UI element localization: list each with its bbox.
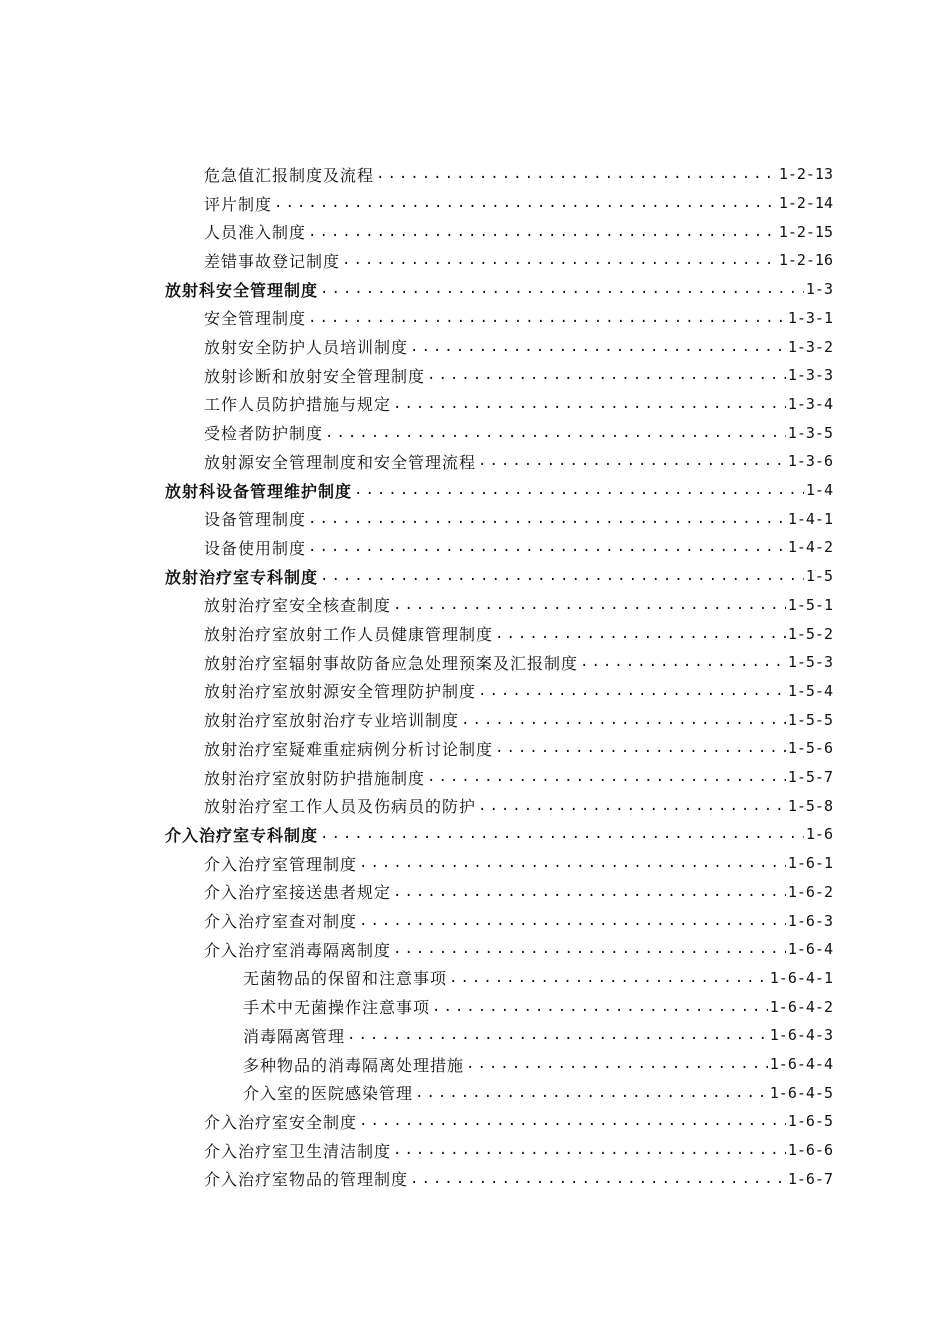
toc-entry-title: 消毒隔离管理 bbox=[243, 1026, 346, 1046]
toc-page-number: 1-6-5 bbox=[787, 1112, 833, 1131]
toc-entry bbox=[204, 217, 833, 246]
toc-section-entry bbox=[165, 476, 833, 505]
toc-entry-title: 放射治疗室专科制度 bbox=[165, 567, 319, 587]
toc-section-entry bbox=[165, 275, 833, 304]
toc-entry bbox=[204, 1136, 833, 1165]
toc-page-number: 1-5-8 bbox=[787, 796, 833, 815]
toc-page-number: 1-4-1 bbox=[787, 509, 833, 528]
toc-page-number: 1-6-3 bbox=[787, 911, 833, 930]
toc-entry bbox=[204, 304, 833, 333]
toc-entry bbox=[204, 906, 833, 935]
toc-page-number: 1-2-15 bbox=[778, 222, 833, 241]
toc-entry-title: 多种物品的消毒隔离处理措施 bbox=[243, 1055, 465, 1075]
toc-entry bbox=[204, 648, 833, 677]
toc-dot-leader bbox=[320, 282, 804, 296]
toc-entry bbox=[204, 332, 833, 361]
toc-entry bbox=[204, 504, 833, 533]
toc-dot-leader bbox=[347, 1028, 768, 1042]
toc-subentry bbox=[243, 964, 833, 993]
toc-entry-title: 放射科安全管理制度 bbox=[165, 280, 319, 300]
toc-page-number: 1-3 bbox=[805, 280, 833, 299]
toc-page-number: 1-3-4 bbox=[787, 394, 833, 413]
toc-page-number: 1-6-7 bbox=[787, 1169, 833, 1188]
toc-entry-title: 放射治疗室辐射事故防备应急处理预案及汇报制度 bbox=[204, 653, 579, 673]
toc-page-number: 1-4 bbox=[805, 481, 833, 500]
toc-entry bbox=[204, 189, 833, 218]
toc-page-number: 1-6-4-4 bbox=[769, 1055, 833, 1074]
toc-dot-leader bbox=[308, 311, 786, 325]
toc-dot-leader bbox=[461, 713, 786, 727]
toc-dot-leader bbox=[342, 253, 777, 267]
toc-page-number: 1-2-16 bbox=[778, 251, 833, 270]
toc-entry bbox=[204, 418, 833, 447]
toc-entry bbox=[204, 361, 833, 390]
toc-dot-leader bbox=[393, 397, 786, 411]
toc-entry bbox=[204, 390, 833, 419]
toc-entry-title: 受检者防护制度 bbox=[204, 424, 324, 444]
toc-entry-title: 放射治疗室放射源安全管理防护制度 bbox=[204, 682, 477, 702]
toc-dot-leader bbox=[354, 483, 804, 497]
toc-entry-title: 放射安全防护人员培训制度 bbox=[204, 338, 409, 358]
toc-dot-leader bbox=[415, 1086, 768, 1100]
toc-entry bbox=[204, 246, 833, 275]
toc-dot-leader bbox=[393, 598, 786, 612]
toc-section-entry bbox=[165, 562, 833, 591]
toc-page-number: 1-6-6 bbox=[787, 1141, 833, 1160]
toc-entry-title: 放射治疗室放射工作人员健康管理制度 bbox=[204, 625, 494, 645]
toc-dot-leader bbox=[320, 569, 804, 583]
toc-entry-title: 差错事故登记制度 bbox=[204, 251, 341, 271]
toc-page-number: 1-3-2 bbox=[787, 337, 833, 356]
toc-subentry bbox=[243, 1021, 833, 1050]
toc-subentry bbox=[243, 1050, 833, 1079]
toc-entry-title: 介入治疗室接送患者规定 bbox=[204, 883, 392, 903]
toc-entry bbox=[204, 705, 833, 734]
toc-page-number: 1-5-5 bbox=[787, 710, 833, 729]
toc-dot-leader bbox=[495, 741, 786, 755]
toc-page-number: 1-6-4 bbox=[787, 940, 833, 959]
toc-entry-title: 放射科设备管理维护制度 bbox=[165, 481, 353, 501]
toc-entry-title: 介入治疗室管理制度 bbox=[204, 854, 358, 874]
toc-entry bbox=[204, 878, 833, 907]
toc-dot-leader bbox=[495, 627, 786, 641]
toc-dot-leader bbox=[427, 770, 786, 784]
toc-dot-leader bbox=[478, 454, 786, 468]
toc-subentry bbox=[243, 1078, 833, 1107]
toc-entry bbox=[204, 791, 833, 820]
toc-page-number: 1-3-6 bbox=[787, 452, 833, 471]
toc-page-number: 1-3-3 bbox=[787, 366, 833, 385]
toc-dot-leader bbox=[432, 1000, 768, 1014]
toc-entry bbox=[204, 619, 833, 648]
toc-dot-leader bbox=[466, 1057, 768, 1071]
toc-dot-leader bbox=[393, 1143, 786, 1157]
toc-dot-leader bbox=[393, 942, 786, 956]
toc-entry-title: 放射治疗室安全核查制度 bbox=[204, 596, 392, 616]
toc-dot-leader bbox=[308, 540, 786, 554]
toc-dot-leader bbox=[427, 368, 786, 382]
toc-entry-title: 介入治疗室卫生清洁制度 bbox=[204, 1141, 392, 1161]
toc-entry-title: 放射源安全管理制度和安全管理流程 bbox=[204, 452, 477, 472]
toc-entry-title: 放射诊断和放射安全管理制度 bbox=[204, 366, 426, 386]
toc-entry-title: 放射治疗室放射治疗专业培训制度 bbox=[204, 711, 460, 731]
toc-entry-title: 安全管理制度 bbox=[204, 309, 307, 329]
toc-page-number: 1-6-4-1 bbox=[769, 968, 833, 987]
toc-page-number: 1-5-2 bbox=[787, 624, 833, 643]
toc-entry bbox=[204, 1107, 833, 1136]
toc-page-number: 1-2-14 bbox=[778, 194, 833, 213]
toc-entry bbox=[204, 677, 833, 706]
toc-entry-title: 介入治疗室物品的管理制度 bbox=[204, 1170, 409, 1190]
toc-entry-title: 无菌物品的保留和注意事项 bbox=[243, 969, 448, 989]
toc-entry bbox=[204, 533, 833, 562]
toc-entry-title: 危急值汇报制度及流程 bbox=[204, 165, 375, 185]
toc-page-number: 1-4-2 bbox=[787, 538, 833, 557]
toc-entry bbox=[204, 849, 833, 878]
toc-dot-leader bbox=[359, 1114, 786, 1128]
toc-entry bbox=[204, 1165, 833, 1194]
toc-entry-title: 设备管理制度 bbox=[204, 510, 307, 530]
toc-dot-leader bbox=[478, 799, 786, 813]
toc-page-number: 1-5-3 bbox=[787, 653, 833, 672]
toc-section-entry bbox=[165, 820, 833, 849]
toc-dot-leader bbox=[359, 914, 786, 928]
toc-page-number: 1-6 bbox=[805, 825, 833, 844]
toc-dot-leader bbox=[478, 684, 786, 698]
toc-entry-title: 放射治疗室工作人员及伤病员的防护 bbox=[204, 797, 477, 817]
toc-page-number: 1-5-7 bbox=[787, 768, 833, 787]
toc-dot-leader bbox=[376, 167, 777, 181]
toc-dot-leader bbox=[325, 426, 786, 440]
toc-entry bbox=[204, 447, 833, 476]
toc-page-number: 1-3-5 bbox=[787, 423, 833, 442]
toc-page-number: 1-5-1 bbox=[787, 595, 833, 614]
toc-dot-leader bbox=[320, 827, 804, 841]
toc-entry bbox=[204, 160, 833, 189]
toc-page-number: 1-6-4-2 bbox=[769, 997, 833, 1016]
toc-dot-leader bbox=[274, 196, 777, 210]
toc-page-number: 1-5-6 bbox=[787, 739, 833, 758]
toc-page-number: 1-2-13 bbox=[778, 165, 833, 184]
toc-dot-leader bbox=[449, 971, 768, 985]
toc-dot-leader bbox=[393, 885, 786, 899]
toc-page-number: 1-6-2 bbox=[787, 882, 833, 901]
toc-page-number: 1-6-4-5 bbox=[769, 1083, 833, 1102]
toc-entry-title: 手术中无菌操作注意事项 bbox=[243, 998, 431, 1018]
toc-entry-title: 工作人员防护措施与规定 bbox=[204, 395, 392, 415]
toc-entry-title: 介入治疗室安全制度 bbox=[204, 1112, 358, 1132]
toc-dot-leader bbox=[580, 655, 786, 669]
toc-subentry bbox=[243, 992, 833, 1021]
toc-entry-title: 设备使用制度 bbox=[204, 538, 307, 558]
toc-dot-leader bbox=[359, 856, 786, 870]
toc-entry bbox=[204, 734, 833, 763]
toc-entry bbox=[204, 591, 833, 620]
toc-page-number: 1-6-1 bbox=[787, 854, 833, 873]
toc-page-number: 1-3-1 bbox=[787, 308, 833, 327]
toc-entry-title: 人员准入制度 bbox=[204, 223, 307, 243]
toc-dot-leader bbox=[308, 225, 777, 239]
toc-entry-title: 放射治疗室放射防护措施制度 bbox=[204, 768, 426, 788]
toc-page-number: 1-5-4 bbox=[787, 681, 833, 700]
toc-entry-title: 介入治疗室查对制度 bbox=[204, 912, 358, 932]
toc-dot-leader bbox=[410, 340, 786, 354]
toc-entry-title: 介入治疗室专科制度 bbox=[165, 825, 319, 845]
toc-entry bbox=[204, 763, 833, 792]
toc-entry-title: 放射治疗室疑难重症病例分析讨论制度 bbox=[204, 739, 494, 759]
toc-dot-leader bbox=[308, 512, 786, 526]
toc-entry-title: 评片制度 bbox=[204, 194, 273, 214]
toc-entry bbox=[204, 935, 833, 964]
toc-dot-leader bbox=[410, 1172, 786, 1186]
toc-page-number: 1-5 bbox=[805, 567, 833, 586]
toc-entry-title: 介入室的医院感染管理 bbox=[243, 1084, 414, 1104]
toc-page-number: 1-6-4-3 bbox=[769, 1026, 833, 1045]
toc-entry-title: 介入治疗室消毒隔离制度 bbox=[204, 940, 392, 960]
